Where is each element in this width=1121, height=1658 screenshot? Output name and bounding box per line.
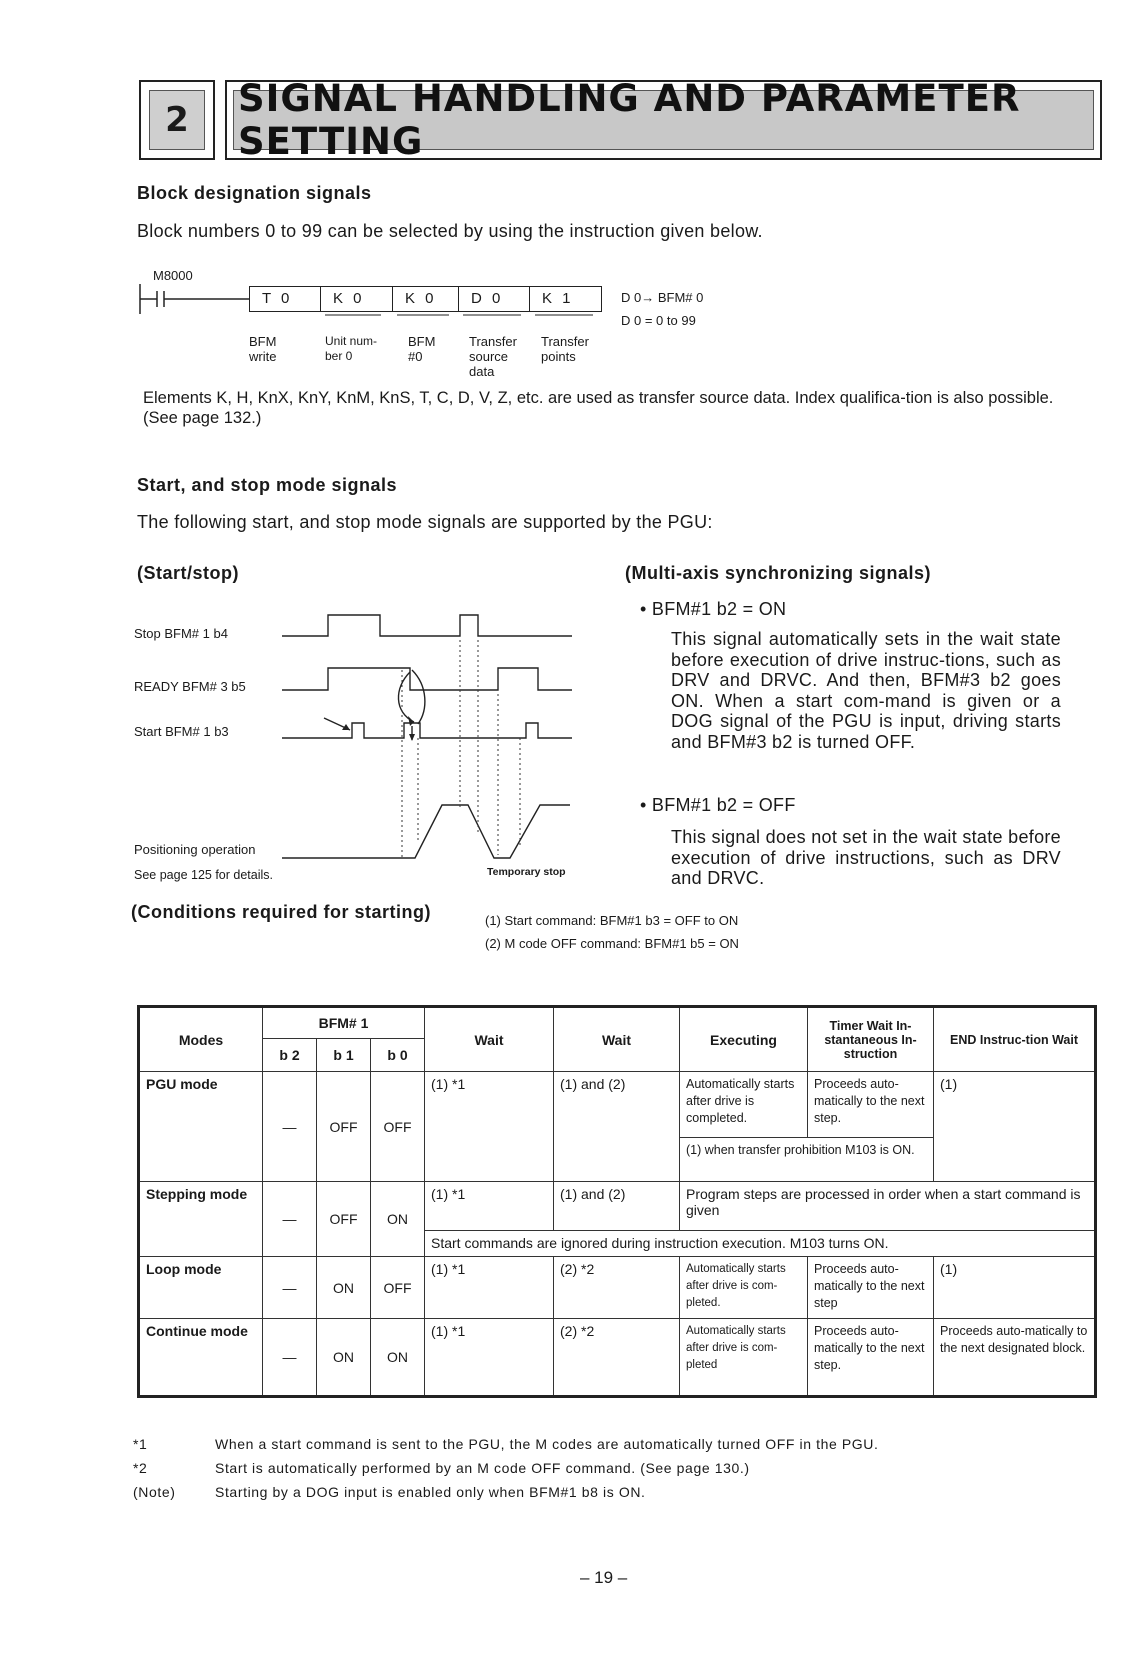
mode-pgu: PGU mode bbox=[139, 1072, 263, 1182]
signal-start-label: Start BFM# 1 b3 bbox=[134, 724, 229, 739]
bullet-on: • BFM#1 b2 = ON bbox=[640, 599, 787, 619]
positioning-trace bbox=[282, 805, 570, 858]
continue-b0: ON bbox=[371, 1319, 425, 1397]
header-b2: b 2 bbox=[263, 1039, 317, 1072]
label-transfer-source: Transfer source data bbox=[469, 334, 517, 379]
continue-timer: Proceeds auto-matically to the next step. bbox=[808, 1319, 934, 1397]
stepping-executing: Program steps are processed in order when a start command is given bbox=[680, 1182, 1096, 1231]
header-timer-wait: Timer Wait In-stantaneous In-struction bbox=[808, 1007, 934, 1072]
header-b0: b 0 bbox=[371, 1039, 425, 1072]
chapter-title-box bbox=[225, 77, 1102, 163]
signal-ready-label: READY BFM# 3 b5 bbox=[134, 679, 246, 694]
startstop-heading: Start, and stop mode signals bbox=[137, 475, 398, 495]
chapter-number-box bbox=[139, 80, 215, 160]
footnote-1-mark: *1 bbox=[133, 1436, 148, 1452]
result-line2: D 0 = 0 to 99 bbox=[621, 313, 696, 328]
header-end-wait: END Instruc-tion Wait bbox=[934, 1007, 1096, 1072]
pgu-executing: Automatically starts after drive is completed. bbox=[680, 1072, 808, 1138]
header-modes: Modes bbox=[139, 1007, 263, 1072]
footnote-2-text: Start is automatically performed by an M code OFF command. (See page 130.) bbox=[215, 1460, 750, 1476]
ready-signal-trace bbox=[282, 668, 572, 690]
continue-wait2: (2) *2 bbox=[554, 1319, 680, 1397]
header-executing: Executing bbox=[680, 1007, 808, 1072]
contact-label: M8000 bbox=[153, 268, 193, 283]
stepping-note: Start commands are ignored during instruction execution. M103 turns ON. bbox=[425, 1231, 1096, 1257]
continue-b2: — bbox=[263, 1319, 317, 1397]
header-wait-2: Wait bbox=[554, 1007, 680, 1072]
loop-timer: Proceeds auto-matically to the next step bbox=[808, 1257, 934, 1319]
stepping-b2: — bbox=[263, 1182, 317, 1257]
startstop-left-title: (Start/stop) bbox=[137, 563, 239, 583]
page-number: – 19 – bbox=[580, 1568, 628, 1587]
operand-k0-bfm: K 0 bbox=[393, 286, 459, 312]
mode-stepping: Stepping mode bbox=[139, 1182, 263, 1257]
header-b1: b 1 bbox=[317, 1039, 371, 1072]
label-bfm0: BFM #0 bbox=[408, 334, 436, 364]
stepping-b0: ON bbox=[371, 1182, 425, 1257]
chapter-number: 2 bbox=[149, 90, 205, 150]
label-transfer-points: Transfer points bbox=[541, 334, 589, 364]
label-unit-number: Unit num- ber 0 bbox=[325, 334, 378, 363]
conditions-title: (Conditions required for starting) bbox=[131, 902, 431, 922]
modes-table bbox=[137, 1005, 1097, 1398]
operand-k0-unit: K 0 bbox=[321, 286, 393, 312]
loop-b2: — bbox=[263, 1257, 317, 1319]
signal-stop-label: Stop BFM# 1 b4 bbox=[134, 626, 228, 641]
result-line1: D 0→ BFM# 0 bbox=[621, 290, 704, 305]
mode-loop: Loop mode bbox=[139, 1257, 263, 1319]
header-bfm: BFM# 1 bbox=[263, 1007, 425, 1039]
operand-t0: T 0 bbox=[249, 286, 321, 312]
pgu-wait1: (1) *1 bbox=[425, 1072, 554, 1182]
startstop-intro: The following start, and stop mode signals are supported by the PGU: bbox=[137, 512, 713, 532]
bullet-on-text: This signal automatically sets in the wait state before execution of drive instruc-tions, such as DRV and DRVC. And then, BFM#3 b2 goes ON. When a start com-mand is given or a DOG signal of the PGU is input, driving starts and BFM#3 b2 is turned OFF. bbox=[671, 629, 1061, 752]
loop-b1: ON bbox=[317, 1257, 371, 1319]
temporary-stop-label: Temporary stop bbox=[487, 866, 566, 878]
continue-wait1: (1) *1 bbox=[425, 1319, 554, 1397]
table-row bbox=[139, 1319, 1096, 1397]
stepping-wait1: (1) *1 bbox=[425, 1182, 554, 1231]
condition-2: (2) M code OFF command: BFM#1 b5 = ON bbox=[485, 936, 739, 951]
table-row bbox=[139, 1072, 1096, 1138]
see-page-note: See page 125 for details. bbox=[134, 868, 273, 882]
start-signal-trace bbox=[282, 723, 572, 738]
footnote-2-mark: *2 bbox=[133, 1460, 148, 1476]
note-text: Starting by a DOG input is enabled only when BFM#1 b8 is ON. bbox=[215, 1484, 646, 1500]
pgu-b1: OFF bbox=[317, 1072, 371, 1182]
timing-diagram bbox=[270, 600, 600, 870]
ladder-rung bbox=[137, 280, 257, 320]
mode-continue: Continue mode bbox=[139, 1319, 263, 1397]
header-wait-1: Wait bbox=[425, 1007, 554, 1072]
continue-end: Proceeds auto-matically to the next designated block. bbox=[934, 1319, 1096, 1397]
table-row bbox=[139, 1182, 1096, 1231]
block-heading: Block designation signals bbox=[137, 183, 372, 203]
loop-end: (1) bbox=[934, 1257, 1096, 1319]
elements-text: Elements K, H, KnX, KnY, KnM, KnS, T, C, D, V, Z, etc. are used as transfer source data. Index qualifica-tion is also possible. (See page 132.) bbox=[143, 389, 1054, 427]
loop-wait2: (2) *2 bbox=[554, 1257, 680, 1319]
loop-b0: OFF bbox=[371, 1257, 425, 1319]
block-intro: Block numbers 0 to 99 can be selected by using the instruction given below. bbox=[137, 221, 763, 241]
condition-1: (1) Start command: BFM#1 b3 = OFF to ON bbox=[485, 913, 739, 928]
bullet-off: • BFM#1 b2 = OFF bbox=[640, 795, 796, 815]
label-bfm-write: BFM write bbox=[249, 334, 277, 364]
pgu-wait2: (1) and (2) bbox=[554, 1072, 680, 1182]
note-mark: (Note) bbox=[133, 1484, 176, 1500]
operand-k1: K 1 bbox=[530, 286, 602, 312]
continue-executing: Automatically starts after drive is com-pleted bbox=[680, 1319, 808, 1397]
positioning-label: Positioning operation bbox=[134, 842, 256, 857]
pgu-end: (1) bbox=[934, 1072, 1096, 1182]
chapter-title: SIGNAL HANDLING AND PARAMETER SETTING bbox=[233, 90, 1094, 150]
stepping-b1: OFF bbox=[317, 1182, 371, 1257]
loop-executing: Automatically starts after drive is com-pleted. bbox=[680, 1257, 808, 1319]
footnote-1-text: When a start command is sent to the PGU, the M codes are automatically turned OFF in the PGU. bbox=[215, 1436, 879, 1452]
pgu-timer: Proceeds auto-matically to the next step. bbox=[808, 1072, 934, 1138]
stepping-wait2: (1) and (2) bbox=[554, 1182, 680, 1231]
pgu-b0: OFF bbox=[371, 1072, 425, 1182]
continue-b1: ON bbox=[317, 1319, 371, 1397]
operand-d0: D 0 bbox=[459, 286, 530, 312]
loop-wait1: (1) *1 bbox=[425, 1257, 554, 1319]
stop-signal-trace bbox=[282, 615, 572, 636]
operand-underlines bbox=[321, 313, 601, 317]
pgu-note: (1) when transfer prohibition M103 is ON. bbox=[680, 1138, 934, 1182]
bullet-off-text: This signal does not set in the wait state before execution of drive instructions, such as DRV and DRVC. bbox=[671, 827, 1061, 888]
sync-title: (Multi-axis synchronizing signals) bbox=[625, 563, 932, 583]
table-row bbox=[139, 1257, 1096, 1319]
pgu-b2: — bbox=[263, 1072, 317, 1182]
